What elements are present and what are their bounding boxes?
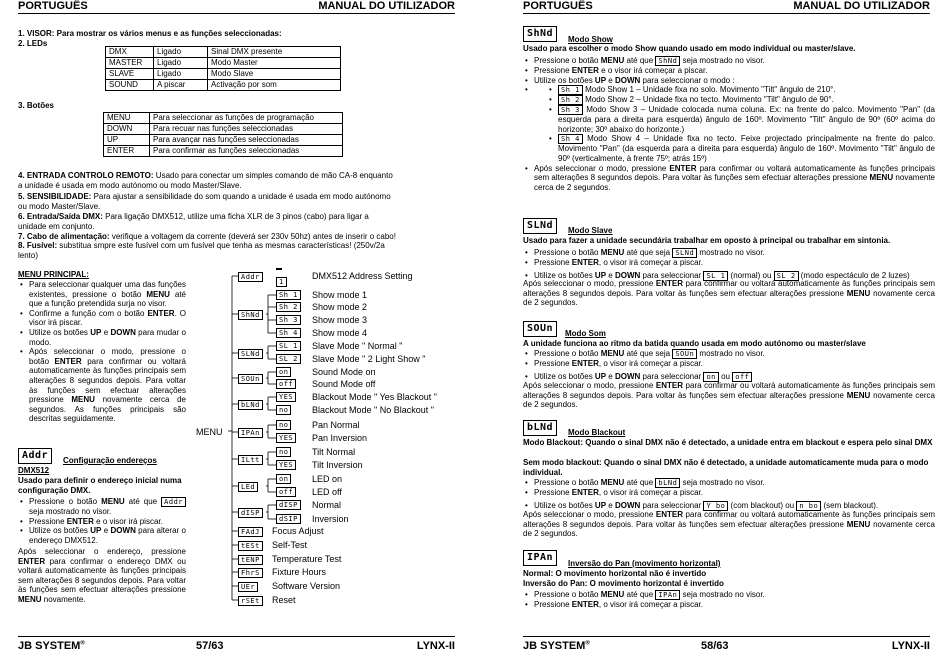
menu-root: MENU <box>196 427 223 437</box>
table-cell: UP <box>104 135 150 146</box>
sound-bullet-3: • Utilize os botões UP e DOWN para seleccionar on ou off <box>523 372 935 382</box>
menu-function-label: Normal <box>312 500 342 510</box>
table-cell: Modo Slave <box>208 69 341 80</box>
footer-page: 58/63 <box>701 640 729 652</box>
blackout-title: Modo Blackout <box>568 428 626 437</box>
show-bullet-1: • Pressione o botão MENU até que ShNd seja mostrado no visor. <box>523 56 935 66</box>
table-cell: Ligado <box>154 47 208 58</box>
addr-after: Após seleccionar o endereço, pressione ENTER para confirmar o endereço DMX ou voltará automaticamente às funções principais sem alterações 8 segundos depois. Para voltar às funções sem efectuar alterações pressione MENU novamente. <box>18 547 186 604</box>
slave-title: Modo Slave <box>568 226 613 235</box>
show-title: Modo Show <box>568 35 613 44</box>
menu-main-lcd: FhrS <box>238 568 263 578</box>
pan-bullet-1: • Pressione o botão MENU até que IPAn seja mostrado no visor. <box>523 590 935 600</box>
numbered-item-line: a unidade é usada em modo autónomo ou modo Master/Slave. <box>18 181 242 190</box>
menu-principal-bullet: • Utilize os botões UP e DOWN para mudar o modo. <box>18 328 186 347</box>
menu-sub-lcd: off <box>276 487 296 497</box>
table-cell: A piscar <box>154 80 208 91</box>
menu-function-label: Pan Inversion <box>312 433 368 443</box>
menu-sub-lcd: SL 1 <box>276 341 301 351</box>
menu-main-lcd: LEd <box>238 482 258 492</box>
menu-main-lcd: rSEt <box>238 596 263 606</box>
menu-function-label: Tilt Normal <box>312 447 356 457</box>
blackout-bullet-2: • Pressione ENTER, o visor irá começar a piscar. <box>523 488 935 498</box>
menu-function-label: Pan Normal <box>312 420 360 430</box>
blackout-bullet-3: • Utilize os botões UP e DOWN para seleccionar Y bo (com blackout) ou n bo (sem blackout). <box>523 501 935 511</box>
table-cell: DOWN <box>104 124 150 135</box>
show-mode-option: • Sh 4 Modo Show 4 – Unidade fixa no tecto. Feixe projectado principalmente na frente do palco. Movimento "Pan" (da esquerda para a direita para esquerda) ângulo de 160º. Movimento "Tilt" ângulo de 90º (verticalmente, à frente 75º; atrás 15º) <box>547 134 935 163</box>
addr-bullet-1: • Pressione o botão MENU até que Addr seja mostrado no visor. <box>18 497 186 517</box>
menu-sub-lcd: Sh 1 <box>276 290 301 300</box>
show-bullet-4: • Após seleccionar o modo, pressione ENTER para confirmar ou voltará automaticamente às funções principais sem alterações 8 segundos depois. Para voltar às funções sem efectuar alterações pressione MENU novamente cerca de 2 segundos. <box>523 164 935 193</box>
footer-model: LYNX-II <box>416 640 455 652</box>
menu-function-label: Show mode 4 <box>312 328 368 338</box>
menu-function-label: Blackout Mode " No Blackout " <box>312 405 434 415</box>
menu-sub-lcd: no <box>276 447 291 457</box>
item-botoes: 3. Botões <box>18 101 55 110</box>
menu-sub-lcd: dISP <box>276 500 301 510</box>
menu-main-lcd: dISP <box>238 508 263 518</box>
sound-bullets <box>523 349 935 382</box>
menu-principal-title: MENU PRINCIPAL: <box>18 270 89 279</box>
item-leds: 2. LEDs <box>18 39 48 48</box>
numbered-item-line: lento) <box>18 251 39 260</box>
menu-sub-lcd: Sh 4 <box>276 328 301 338</box>
footer-page: 57/63 <box>196 640 224 652</box>
page-footer <box>18 636 455 653</box>
sound-bullet-2: • Pressione ENTER, o visor irá começar a piscar. <box>523 359 935 369</box>
table-cell: SLAVE <box>106 69 154 80</box>
menu-function-label: Temperature Test <box>272 554 342 564</box>
numbered-item-line: 7. Cabo de alimentação: verifique a voltagem da corrente (deverá ser 230v 50hz) antes de inserir o cabo! <box>18 232 396 241</box>
table-cell: MENU <box>104 113 150 124</box>
header-title: MANUAL DO UTILIZADOR <box>318 0 455 12</box>
numbered-item-line: 4. ENTRADA CONTROLO REMOTO: Usado para conectar um simples comando de mão CA-8 enquanto <box>18 171 393 180</box>
numbered-item-line: 8. Fusível: substitua smpre este fusível com um fusível que tenha as mesmas características! (250v/2a <box>18 241 385 250</box>
menu-sub-lcd: 1 <box>276 277 287 287</box>
sound-bullet-1: • Pressione o botão MENU até que seja SOUn mostrado no visor. <box>523 349 935 359</box>
header-language: PORTUGUÊS <box>523 0 593 12</box>
menu-sub-lcd: no <box>276 405 291 415</box>
show-intro: Usado para escolher o modo Show quando usado em modo individual ou master/slave. <box>523 44 856 53</box>
menu-sub-lcd <box>276 268 282 270</box>
menu-sub-lcd: on <box>276 474 291 484</box>
slave-after: Após seleccionar o modo, pressione ENTER para confirmar ou voltará automaticamente às funções principais sem alterações 8 segundos depois. Para voltar às funções sem efectuar alterações pressione MENU novamente cerca de 2 segundos. <box>523 279 935 308</box>
menu-function-label: Show mode 3 <box>312 315 368 325</box>
menu-function-label: Slave Mode " 2 Light Show " <box>312 354 426 364</box>
show-lcd: ShNd <box>523 26 557 42</box>
menu-principal-bullet: • Confirme a função com o botão ENTER. O visor irá piscar. <box>18 309 186 328</box>
menu-sub-lcd: off <box>276 379 296 389</box>
menu-main-lcd: UEr <box>238 582 258 592</box>
table-cell: ENTER <box>104 146 150 157</box>
menu-sub-lcd: dSIP <box>276 514 301 524</box>
menu-function-label: Fixture Hours <box>272 567 327 577</box>
addr-lcd: Addr <box>18 448 52 464</box>
menu-main-lcd: tENP <box>238 555 263 565</box>
menu-main-lcd: tESt <box>238 541 263 551</box>
menu-principal-bullet: • Para seleccionar qualquer uma das funções existentes, pressione o botão MENU até que a função pretendida surja no visor. <box>18 280 186 309</box>
menu-function-label: DMX512 Address Setting <box>312 271 413 281</box>
blackout-intro-2: Sem modo blackout: Quando o sinal DMX não é detectado, a unidade automaticamente muda para o modo individual. <box>523 458 929 477</box>
show-mode-option: • • Sh 1 Modo Show 1 – Unidade fixa no solo. Movimento "Tilt" ângulo de 210°. <box>547 85 935 95</box>
menu-function-label: Blackout Mode " Yes Blackout " <box>312 392 437 402</box>
menu-main-lcd: ILtt <box>238 455 263 465</box>
table-cell: Ligado <box>154 58 208 69</box>
header-title: MANUAL DO UTILIZADOR <box>793 0 930 12</box>
table-cell: Para avançar nas funções seleccionadas <box>150 135 343 146</box>
lcd-display: Sh 2 <box>558 95 583 105</box>
lcd-display: Sh 4 <box>558 134 583 144</box>
pan-intro-2: Inversão do Pan: O movimento horizontal é invertido <box>523 579 724 588</box>
menu-function-label: Self-Test <box>272 540 308 550</box>
slave-lcd: SLNd <box>523 218 557 234</box>
addr-title: Configuração endereços <box>63 456 157 465</box>
header-language: PORTUGUÊS <box>18 0 88 12</box>
table-cell: DMX <box>106 47 154 58</box>
menu-sub-lcd: on <box>276 367 291 377</box>
menu-function-label: Slave Mode " Normal " <box>312 341 403 351</box>
page-header <box>523 0 930 14</box>
slave-bullet-1: • Pressione o botão MENU até que seja SLNd mostrado no visor. <box>523 248 935 258</box>
menu-function-label: Tilt Inversion <box>312 460 363 470</box>
lcd-display: Sh 3 <box>558 105 583 115</box>
menu-sub-lcd: YES <box>276 392 296 402</box>
show-bullets <box>523 56 935 192</box>
footer-brand: JB SYSTEM® <box>523 640 590 652</box>
slave-bullet-3: • Utilize os botões UP e DOWN para seleccionar SL 1 (normal) ou SL 2 (modo espectáculo de 2 luzes) <box>523 271 935 281</box>
slave-intro: Usado para fazer a unidade secundária trabalhar em oposto à principal ou trabalhar em sintonia. <box>523 236 891 245</box>
item-visor: 1. VISOR: Para mostrar os vários menus e as funções seleccionadas: <box>18 29 282 38</box>
show-mode-option: • Sh 2 Modo Show 2 – Unidade fixa no tecto. Movimento "Tilt" ângulo de 90°. <box>547 95 935 105</box>
slave-bullet-2: • Pressione ENTER, o visor irá começar a piscar. <box>523 258 935 268</box>
show-bullet-2: • Pressione ENTER e o visor irá começar a piscar. <box>523 66 935 76</box>
footer-model: LYNX-II <box>891 640 930 652</box>
menu-main-lcd: IPAn <box>238 428 263 438</box>
page-footer <box>523 636 930 653</box>
lcd-display: Sh 1 <box>558 85 583 95</box>
addr-intro: Usado para definir o endereço inicial numa configuração DMX. <box>18 476 182 495</box>
addr-bullet-2: • Pressione ENTER e o visor irá piscar. <box>18 517 186 527</box>
addr-bullet-3: • Utilize os botões UP e DOWN para alterar o endereço DMX512. <box>18 526 186 545</box>
menu-function-label: Sound Mode off <box>312 379 376 389</box>
menu-function-label: Sound Mode on <box>312 367 376 377</box>
menu-function-label: Focus Adjust <box>272 526 324 536</box>
table-cell: SOUND <box>106 80 154 91</box>
blackout-lcd: bLNd <box>523 420 557 436</box>
show-sub-list <box>523 85 935 163</box>
numbered-item-line: unidade em conjunto. <box>18 222 95 231</box>
menu-main-lcd: Addr <box>238 272 263 282</box>
table-cell: Para confirmar as funções seleccionadas <box>150 146 343 157</box>
blackout-bullets <box>523 478 935 511</box>
show-mode-option: • Sh 3 Modo Show 3 – Unidade colocada numa coluna. Ex: na frente do palco. Movimento "Pan" (da esquerda para a direita para esquerda) ângulo de 160º. Movimento "Tilt" ângulo de 90º (60º acima do horizonte; 30º abaixo do horizonte.) <box>547 105 935 134</box>
sound-lcd: SOUn <box>523 321 557 337</box>
menu-main-lcd: SOUn <box>238 374 263 384</box>
menu-function-label: LED on <box>312 474 343 484</box>
table-cell: Para recuar nas funções seleccionadas <box>150 124 343 135</box>
pan-bullet-2: • Pressione ENTER, o visor irá começar a piscar. <box>523 600 935 610</box>
table-cell: Ligado <box>154 69 208 80</box>
sound-intro: A unidade funciona ao ritmo da batida quando usada em modo autónomo ou master/slave <box>523 339 866 348</box>
menu-function-label: LED off <box>312 487 342 497</box>
menu-sub-lcd: YES <box>276 433 296 443</box>
footer-brand: JB SYSTEM® <box>18 640 85 652</box>
blackout-bullet-1: • Pressione o botão MENU até que bLNd seja mostrado no visor. <box>523 478 935 488</box>
menu-function-label: Software Version <box>272 581 341 591</box>
pan-intro-1: Normal: O movimento horizontal não é invertido <box>523 569 707 578</box>
slave-bullets <box>523 248 935 281</box>
menu-sub-lcd: no <box>276 420 291 430</box>
table-cell: Activação por som <box>208 80 341 91</box>
pan-bullets <box>523 590 935 610</box>
table-cell: Para seleccionar as funções de programação <box>150 113 343 124</box>
menu-main-lcd: ShNd <box>238 310 263 320</box>
menu-function-label: Reset <box>272 595 296 605</box>
menu-main-lcd: SLNd <box>238 349 263 359</box>
menu-sub-lcd: Sh 2 <box>276 302 301 312</box>
menu-function-label: Show mode 1 <box>312 290 368 300</box>
table-cell: Modo Master <box>208 58 341 69</box>
menu-sub-lcd: YES <box>276 460 296 470</box>
table-cell: Sinal DMX presente <box>208 47 341 58</box>
sound-after: Após seleccionar o modo, pressione ENTER para confirmar ou voltará automaticamente às funções principais sem alterações 8 segundos depois. Para voltar às funções sem efectuar alterações pressione MENU novamente cerca de 2 segundos. <box>523 381 935 410</box>
blackout-after: Após seleccionar o modo, pressione ENTER para confirmar ou voltará automaticamente às funções principais sem alterações 8 segundos depois. Para voltar às funções sem efectuar alterações pressione MENU novamente cerca de 2 segundos. <box>523 510 935 539</box>
sound-title: Modo Som <box>565 329 606 338</box>
pan-lcd: IPAn <box>523 550 557 566</box>
menu-principal-bullet: • Após seleccionar o modo, pressione o botão ENTER para confirmar ou voltará automaticamente às funções principais sem alterações 8 segundos depois. Para voltar às funções sem efectuar alterações pressione MENU novamente cerca de segundos. As funções principais são descritas seguidamente. <box>18 347 186 424</box>
blackout-intro-1: Modo Blackout: Quando o sinal DMX não é detectado, a unidade entra em blackout e espera pelo sinal DMX <box>523 438 933 447</box>
menu-sub-lcd: SL 2 <box>276 354 301 364</box>
addr-subtitle: DMX512 <box>18 466 50 475</box>
menu-main-lcd: bLNd <box>238 400 263 410</box>
numbered-item-line: 6. Entrada/Saída DMX: Para ligação DMX512, utilize uma ficha XLR de 3 pinos (cabo) para ligar a <box>18 212 369 221</box>
menu-sub-lcd: Sh 3 <box>276 315 301 325</box>
menu-function-label: Show mode 2 <box>312 302 368 312</box>
menu-main-lcd: FAdJ <box>238 527 263 537</box>
menu-function-label: Inversion <box>312 514 349 524</box>
numbered-item-line: 5. SENSIBILIDADE: Para ajustar a sensibilidade do som quando a unidade é usada em modo autónomo <box>18 192 391 201</box>
page-58 <box>475 0 950 654</box>
numbered-item-line: ou modo Master/Slave. <box>18 202 101 211</box>
table-cell: MASTER <box>106 58 154 69</box>
pan-title: Inversão do Pan (movimento horizontal) <box>568 559 721 568</box>
show-bullet-3: • Utilize os botões UP e DOWN para seleccionar o modo : <box>523 76 935 86</box>
